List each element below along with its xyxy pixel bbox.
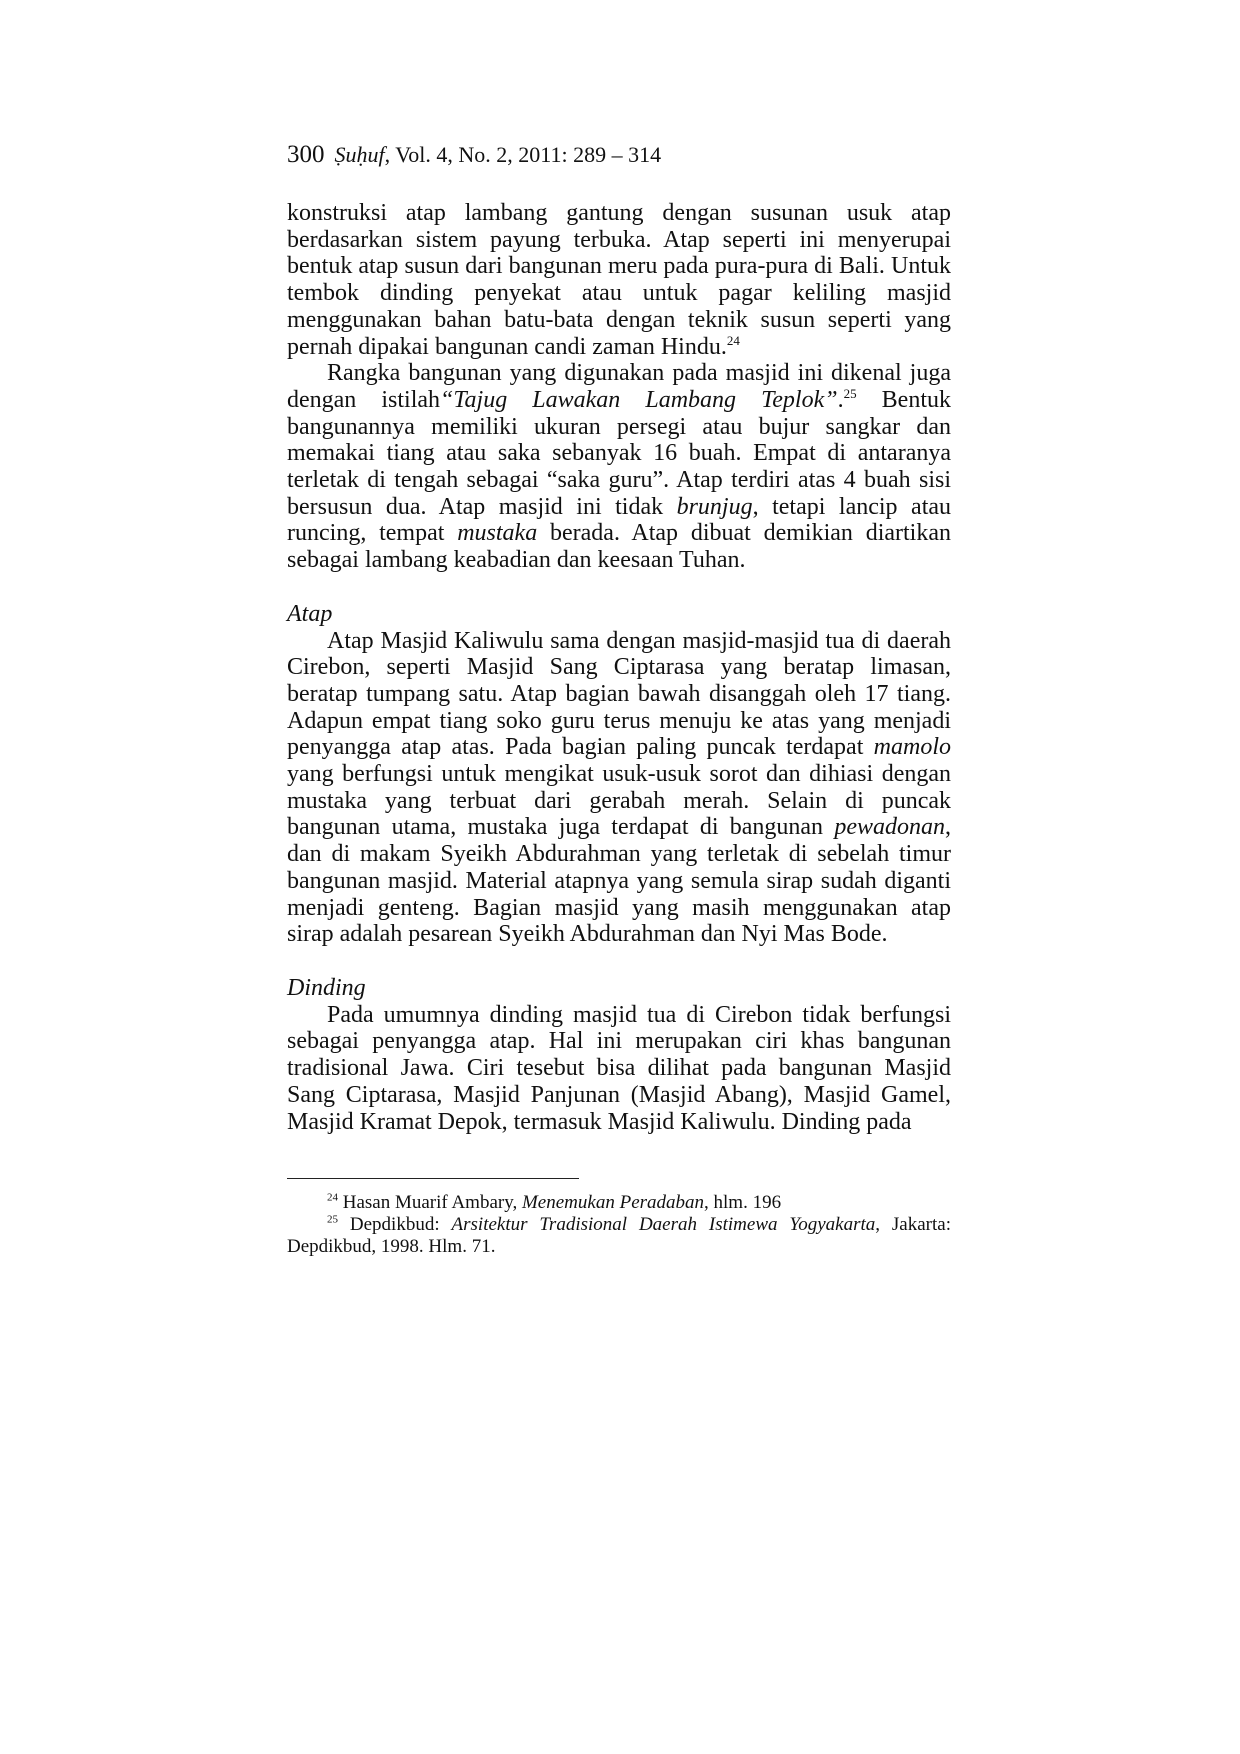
section-heading-dinding: Dinding <box>287 974 366 1001</box>
footnote-24-rest: , hlm. 196 <box>704 1192 782 1213</box>
footnote-25-number: 25 <box>327 1213 338 1226</box>
footnote-24-author: Hasan Muarif Ambary, <box>338 1192 522 1213</box>
paragraph-2-italic-brunjug: brunjug <box>676 493 753 520</box>
footnote-25-author: Depdikbud: <box>338 1214 452 1235</box>
paragraph-2 <box>287 360 951 574</box>
page-number: 300 <box>287 141 325 168</box>
paragraph-2-term: “Tajug Lawakan Lambang Teplok” <box>440 386 838 413</box>
footnote-25 <box>287 1214 951 1258</box>
paragraph-3-text-b: yang berfungsi untuk mengikat usuk-usuk sorot dan dihiasi dengan mustaka yang terbuat dari gerabah merah. Selain di puncak bangunan utama, mustaka juga terdapat di bangunan <box>287 761 951 841</box>
journal-citation: , Vol. 4, No. 2, 2011: 289 – 314 <box>384 142 662 167</box>
footnote-ref-25: 25 <box>843 385 857 401</box>
paragraph-3-text-a: Atap Masjid Kaliwulu sama dengan masjid-masjid tua di daerah Cirebon, seperti Masjid Sang Ciptarasa yang beratap limasan, beratap tumpang satu. Atap bagian bawah disanggah oleh 17 tiang. Adapun empat tiang soko guru terus menuju ke atas yang menjadi penyangga atap atas. Pada bagian paling puncak terdapat <box>287 627 951 761</box>
footnote-ref-24: 24 <box>726 332 740 348</box>
footnote-24-number: 24 <box>327 1191 338 1204</box>
paragraph-3 <box>287 628 951 948</box>
paragraph-2-text-c: Bentuk bangunannya memiliki ukuran persegi atau bujur sangkar dan memakai tiang atau saka sebanyak 16 buah. Empat di antaranya terletak di tengah sebagai “saka guru”. Atap terdiri atas 4 buah sisi bersusun dua. Atap masjid ini tidak <box>287 386 951 520</box>
paragraph-3-text-c: , dan di makam Syeikh Abdurahman yang terletak di sebelah timur bangunan masjid. Material atapnya yang semula sirap sudah diganti menjadi genteng. Bagian masjid yang masih menggunakan atap sirap adalah pesarean Syeikh Abdurahman dan Nyi Mas Bode. <box>287 814 951 948</box>
footnote-25-title: Arsitektur Tradisional Daerah Istimewa Yogyakarta <box>451 1214 876 1235</box>
paragraph-4 <box>287 1002 951 1136</box>
body-text <box>287 200 951 1135</box>
footnote-divider <box>287 1178 579 1179</box>
paragraph-2-text-e: berada. Atap dibuat demikian diartikan sebagai lambang keabadian dan keesaan Tuhan. <box>287 520 952 574</box>
paragraph-1-text: konstruksi atap lambang gantung dengan susunan usuk atap berdasarkan sistem payung terbuka. Atap seperti ini menyerupai bentuk atap susun dari bangunan meru pada pura-pura di Bali. Untuk tembok dinding penyekat atau untuk pagar keliling masjid menggunakan bahan batu-bata dengan teknik susun seperti yang pernah dipakai bangunan candi zaman Hindu. <box>287 200 951 360</box>
paragraph-2-text-a: Rangka bangunan yang digunakan pada masjid ini dikenal juga dengan istilah <box>287 360 951 413</box>
paragraph-2-text-b: . <box>837 386 844 413</box>
paragraph-3-italic-pewadonan: pewadonan <box>834 814 945 841</box>
section-heading-atap: Atap <box>287 600 333 627</box>
footnote-24-title: Menemukan Peradaban <box>521 1192 705 1213</box>
paragraph-2-text-d: , tetapi lancip atau runcing, tempat <box>287 493 952 547</box>
paragraph-1 <box>287 200 951 360</box>
journal-title: Ṣuḥuf <box>334 142 385 167</box>
paragraph-2-italic-mustaka: mustaka <box>457 520 538 547</box>
footnote-25-rest: , Jakarta: Depdikbud, 1998. Hlm. 71. <box>287 1214 951 1257</box>
paragraph-4-text: Pada umumnya dinding masjid tua di Cirebon tidak berfungsi sebagai penyangga atap. Hal ini merupakan ciri khas bangunan tradisional Jawa. Ciri tesebut bisa dilihat pada bangunan Masjid Sang Ciptarasa, Masjid Panjunan (Masjid Abang), Masjid Gamel, Masjid Kramat Depok, termasuk Masjid Kaliwulu. Dinding pada <box>287 1001 951 1135</box>
footnotes <box>287 1192 951 1258</box>
footnote-24 <box>287 1192 951 1214</box>
running-head <box>287 140 661 170</box>
paragraph-3-italic-mamolo: mamolo <box>873 734 951 761</box>
